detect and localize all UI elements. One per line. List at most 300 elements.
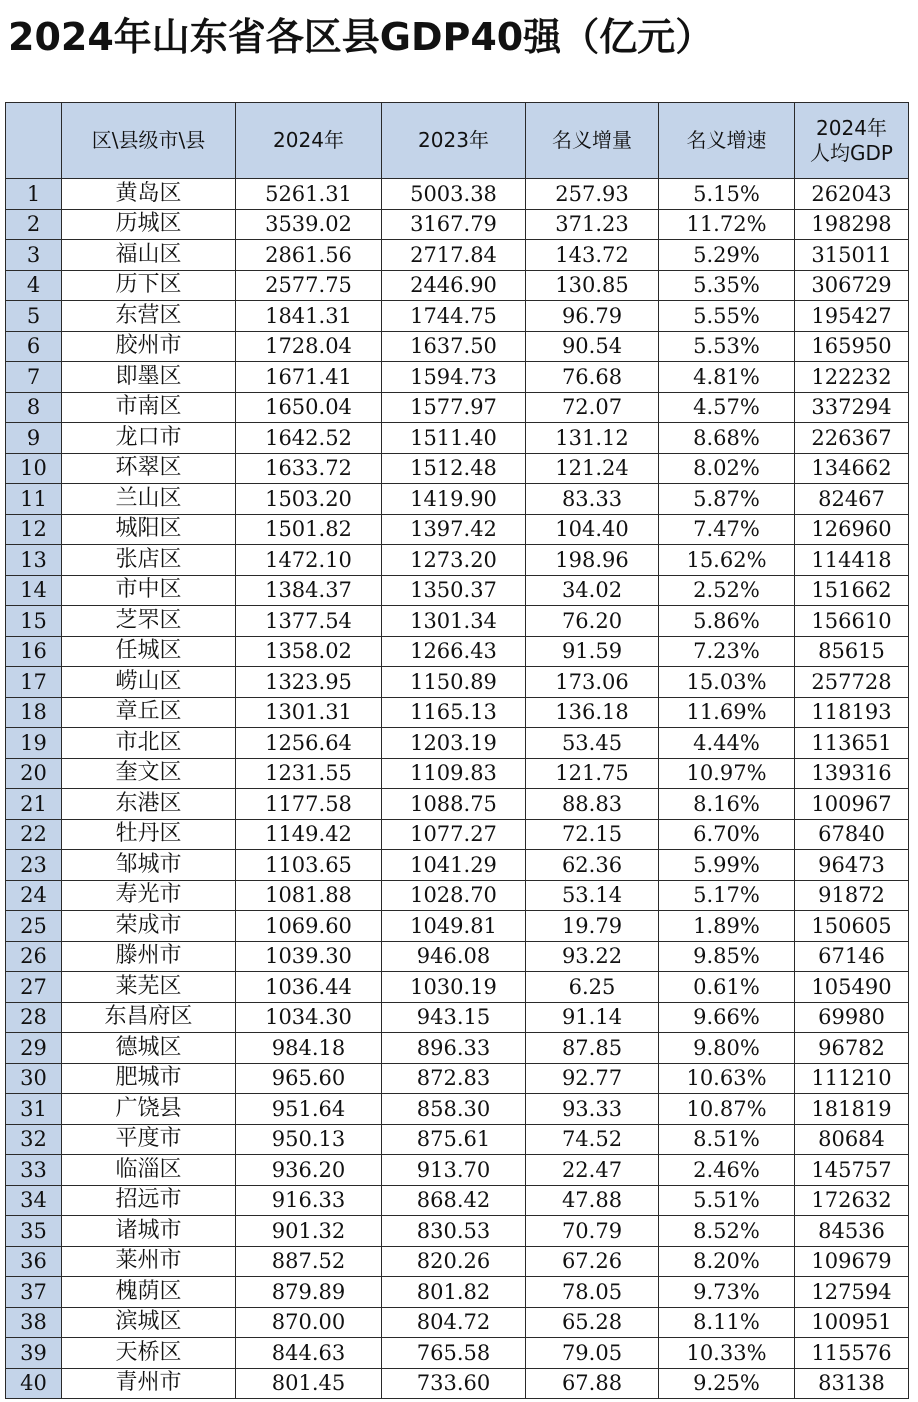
gdp-2024-cell: 1103.65 [236, 850, 382, 881]
table-row [6, 423, 909, 454]
nominal-increase-cell: 72.07 [526, 392, 659, 423]
per-capita-gdp-cell: 306729 [795, 270, 909, 301]
rank-cell: 7 [6, 362, 62, 393]
gdp-2023-cell: 5003.38 [382, 179, 526, 210]
table-row [6, 941, 909, 972]
gdp-2024-cell: 1503.20 [236, 484, 382, 515]
gdp-2024-cell: 1301.31 [236, 697, 382, 728]
table-row [6, 1002, 909, 1033]
per-capita-gdp-cell: 151662 [795, 575, 909, 606]
rank-cell: 1 [6, 179, 62, 210]
district-cell: 胶州市 [62, 331, 236, 362]
district-cell: 黄岛区 [62, 179, 236, 210]
per-capita-gdp-cell: 109679 [795, 1246, 909, 1277]
per-capita-gdp-cell: 262043 [795, 179, 909, 210]
rank-cell: 33 [6, 1155, 62, 1186]
per-capita-gdp-cell: 83138 [795, 1368, 909, 1399]
per-capita-gdp-cell: 96782 [795, 1033, 909, 1064]
table-row [6, 972, 909, 1003]
gdp-2024-cell: 950.13 [236, 1124, 382, 1155]
header-nominal-growth: 名义增速 [659, 103, 795, 179]
rank-cell: 35 [6, 1216, 62, 1247]
table-row [6, 667, 909, 698]
per-capita-gdp-cell: 122232 [795, 362, 909, 393]
rank-cell: 9 [6, 423, 62, 454]
district-cell: 诸城市 [62, 1216, 236, 1247]
nominal-growth-cell: 9.85% [659, 941, 795, 972]
table-row [6, 697, 909, 728]
gdp-2024-cell: 1149.42 [236, 819, 382, 850]
nominal-growth-cell: 5.87% [659, 484, 795, 515]
rank-cell: 8 [6, 392, 62, 423]
district-cell: 东港区 [62, 789, 236, 820]
table-row [6, 1094, 909, 1125]
nominal-growth-cell: 5.99% [659, 850, 795, 881]
header-per-capita-label: 人均GDP [810, 140, 893, 165]
per-capita-gdp-cell: 69980 [795, 1002, 909, 1033]
nominal-growth-cell: 10.97% [659, 758, 795, 789]
rank-cell: 4 [6, 270, 62, 301]
table-row [6, 270, 909, 301]
gdp-2024-cell: 1650.04 [236, 392, 382, 423]
rank-cell: 27 [6, 972, 62, 1003]
table-row [6, 850, 909, 881]
gdp-2024-cell: 5261.31 [236, 179, 382, 210]
nominal-increase-cell: 62.36 [526, 850, 659, 881]
rank-cell: 36 [6, 1246, 62, 1277]
gdp-2024-cell: 1501.82 [236, 514, 382, 545]
nominal-growth-cell: 5.86% [659, 606, 795, 637]
nominal-growth-cell: 6.70% [659, 819, 795, 850]
district-cell: 德城区 [62, 1033, 236, 1064]
gdp-2023-cell: 1203.19 [382, 728, 526, 759]
gdp-2023-cell: 1041.29 [382, 850, 526, 881]
district-cell: 莱芜区 [62, 972, 236, 1003]
gdp-2023-cell: 1049.81 [382, 911, 526, 942]
rank-cell: 25 [6, 911, 62, 942]
per-capita-gdp-cell: 114418 [795, 545, 909, 576]
gdp-2023-cell: 943.15 [382, 1002, 526, 1033]
header-district: 区\县级市\县 [62, 103, 236, 179]
district-cell: 即墨区 [62, 362, 236, 393]
gdp-2023-cell: 875.61 [382, 1124, 526, 1155]
rank-cell: 16 [6, 636, 62, 667]
gdp-2024-cell: 936.20 [236, 1155, 382, 1186]
nominal-growth-cell: 15.03% [659, 667, 795, 698]
per-capita-gdp-cell: 82467 [795, 484, 909, 515]
gdp-2024-cell: 801.45 [236, 1368, 382, 1399]
rank-cell: 24 [6, 880, 62, 911]
nominal-increase-cell: 79.05 [526, 1338, 659, 1369]
nominal-growth-cell: 1.89% [659, 911, 795, 942]
rank-cell: 26 [6, 941, 62, 972]
gdp-2024-cell: 1323.95 [236, 667, 382, 698]
nominal-growth-cell: 8.68% [659, 423, 795, 454]
gdp-2023-cell: 868.42 [382, 1185, 526, 1216]
gdp-2023-cell: 946.08 [382, 941, 526, 972]
nominal-increase-cell: 257.93 [526, 179, 659, 210]
table-row [6, 1338, 909, 1369]
nominal-increase-cell: 371.23 [526, 209, 659, 240]
district-cell: 广饶县 [62, 1094, 236, 1125]
district-cell: 牡丹区 [62, 819, 236, 850]
gdp-2024-cell: 1034.30 [236, 1002, 382, 1033]
nominal-increase-cell: 67.26 [526, 1246, 659, 1277]
rank-cell: 11 [6, 484, 62, 515]
nominal-increase-cell: 78.05 [526, 1277, 659, 1308]
gdp-2024-cell: 1177.58 [236, 789, 382, 820]
district-cell: 历城区 [62, 209, 236, 240]
rank-cell: 37 [6, 1277, 62, 1308]
table-row [6, 1155, 909, 1186]
per-capita-gdp-cell: 195427 [795, 301, 909, 332]
gdp-2024-cell: 1671.41 [236, 362, 382, 393]
table-row [6, 1124, 909, 1155]
gdp-2024-cell: 1358.02 [236, 636, 382, 667]
header-rank [6, 103, 62, 179]
rank-cell: 3 [6, 240, 62, 271]
table-row [6, 1368, 909, 1399]
per-capita-gdp-cell: 198298 [795, 209, 909, 240]
gdp-2023-cell: 733.60 [382, 1368, 526, 1399]
nominal-growth-cell: 7.23% [659, 636, 795, 667]
per-capita-gdp-cell: 118193 [795, 697, 909, 728]
nominal-increase-cell: 19.79 [526, 911, 659, 942]
nominal-increase-cell: 67.88 [526, 1368, 659, 1399]
nominal-increase-cell: 88.83 [526, 789, 659, 820]
per-capita-gdp-cell: 111210 [795, 1063, 909, 1094]
gdp-2023-cell: 1109.83 [382, 758, 526, 789]
per-capita-gdp-cell: 85615 [795, 636, 909, 667]
gdp-2023-cell: 2717.84 [382, 240, 526, 271]
nominal-increase-cell: 93.33 [526, 1094, 659, 1125]
gdp-2023-cell: 1165.13 [382, 697, 526, 728]
nominal-growth-cell: 4.81% [659, 362, 795, 393]
district-cell: 崂山区 [62, 667, 236, 698]
gdp-2023-cell: 913.70 [382, 1155, 526, 1186]
gdp-2024-cell: 887.52 [236, 1246, 382, 1277]
table-row [6, 392, 909, 423]
table-row [6, 1277, 909, 1308]
per-capita-gdp-cell: 67146 [795, 941, 909, 972]
gdp-2023-cell: 1594.73 [382, 362, 526, 393]
rank-cell: 20 [6, 758, 62, 789]
per-capita-gdp-cell: 257728 [795, 667, 909, 698]
nominal-increase-cell: 143.72 [526, 240, 659, 271]
rank-cell: 6 [6, 331, 62, 362]
nominal-increase-cell: 6.25 [526, 972, 659, 1003]
gdp-2023-cell: 896.33 [382, 1033, 526, 1064]
page-title: 2024年山东省各区县GDP40强（亿元） [8, 15, 714, 59]
nominal-increase-cell: 22.47 [526, 1155, 659, 1186]
nominal-increase-cell: 34.02 [526, 575, 659, 606]
table-row [6, 1185, 909, 1216]
per-capita-gdp-cell: 105490 [795, 972, 909, 1003]
gdp-ranking-table [5, 102, 909, 1399]
gdp-2023-cell: 1419.90 [382, 484, 526, 515]
table-row [6, 1033, 909, 1064]
table-row [6, 789, 909, 820]
gdp-2024-cell: 984.18 [236, 1033, 382, 1064]
gdp-2023-cell: 1077.27 [382, 819, 526, 850]
gdp-2023-cell: 1301.34 [382, 606, 526, 637]
gdp-2024-cell: 1039.30 [236, 941, 382, 972]
gdp-2024-cell: 1036.44 [236, 972, 382, 1003]
table-row [6, 1246, 909, 1277]
nominal-growth-cell: 11.72% [659, 209, 795, 240]
district-cell: 滕州市 [62, 941, 236, 972]
nominal-growth-cell: 9.66% [659, 1002, 795, 1033]
gdp-2023-cell: 1577.97 [382, 392, 526, 423]
per-capita-gdp-cell: 126960 [795, 514, 909, 545]
table-body [6, 179, 909, 1399]
nominal-growth-cell: 7.47% [659, 514, 795, 545]
district-cell: 滨城区 [62, 1307, 236, 1338]
nominal-increase-cell: 76.20 [526, 606, 659, 637]
header-gdp-2024: 2024年 [236, 103, 382, 179]
nominal-increase-cell: 104.40 [526, 514, 659, 545]
header-per-capita-year: 2024年 [816, 115, 887, 140]
gdp-2023-cell: 1028.70 [382, 880, 526, 911]
nominal-increase-cell: 92.77 [526, 1063, 659, 1094]
gdp-2023-cell: 1030.19 [382, 972, 526, 1003]
district-cell: 东昌府区 [62, 1002, 236, 1033]
nominal-growth-cell: 2.52% [659, 575, 795, 606]
rank-cell: 13 [6, 545, 62, 576]
per-capita-gdp-cell: 139316 [795, 758, 909, 789]
rank-cell: 17 [6, 667, 62, 698]
gdp-2024-cell: 1081.88 [236, 880, 382, 911]
nominal-growth-cell: 9.73% [659, 1277, 795, 1308]
gdp-2023-cell: 830.53 [382, 1216, 526, 1247]
nominal-increase-cell: 65.28 [526, 1307, 659, 1338]
district-cell: 青州市 [62, 1368, 236, 1399]
table-row [6, 636, 909, 667]
per-capita-gdp-cell: 315011 [795, 240, 909, 271]
district-cell: 莱州市 [62, 1246, 236, 1277]
nominal-increase-cell: 91.14 [526, 1002, 659, 1033]
gdp-2023-cell: 820.26 [382, 1246, 526, 1277]
table-row [6, 1307, 909, 1338]
nominal-growth-cell: 8.11% [659, 1307, 795, 1338]
nominal-growth-cell: 9.25% [659, 1368, 795, 1399]
nominal-increase-cell: 173.06 [526, 667, 659, 698]
district-cell: 东营区 [62, 301, 236, 332]
gdp-2023-cell: 1266.43 [382, 636, 526, 667]
nominal-increase-cell: 83.33 [526, 484, 659, 515]
nominal-growth-cell: 11.69% [659, 697, 795, 728]
nominal-growth-cell: 8.51% [659, 1124, 795, 1155]
gdp-2024-cell: 1256.64 [236, 728, 382, 759]
nominal-increase-cell: 131.12 [526, 423, 659, 454]
per-capita-gdp-cell: 337294 [795, 392, 909, 423]
nominal-increase-cell: 74.52 [526, 1124, 659, 1155]
district-cell: 兰山区 [62, 484, 236, 515]
gdp-2024-cell: 870.00 [236, 1307, 382, 1338]
nominal-growth-cell: 2.46% [659, 1155, 795, 1186]
rank-cell: 31 [6, 1094, 62, 1125]
gdp-2024-cell: 1841.31 [236, 301, 382, 332]
gdp-2024-cell: 3539.02 [236, 209, 382, 240]
table-header-row [6, 103, 909, 179]
per-capita-gdp-cell: 150605 [795, 911, 909, 942]
nominal-growth-cell: 0.61% [659, 972, 795, 1003]
per-capita-gdp-cell: 100967 [795, 789, 909, 820]
nominal-growth-cell: 8.52% [659, 1216, 795, 1247]
rank-cell: 22 [6, 819, 62, 850]
nominal-growth-cell: 5.55% [659, 301, 795, 332]
nominal-increase-cell: 198.96 [526, 545, 659, 576]
gdp-2024-cell: 901.32 [236, 1216, 382, 1247]
gdp-2023-cell: 1744.75 [382, 301, 526, 332]
nominal-increase-cell: 47.88 [526, 1185, 659, 1216]
gdp-2023-cell: 858.30 [382, 1094, 526, 1125]
district-cell: 福山区 [62, 240, 236, 271]
table-row [6, 1216, 909, 1247]
gdp-2024-cell: 965.60 [236, 1063, 382, 1094]
nominal-growth-cell: 5.15% [659, 179, 795, 210]
rank-cell: 38 [6, 1307, 62, 1338]
district-cell: 历下区 [62, 270, 236, 301]
table-row [6, 301, 909, 332]
district-cell: 章丘区 [62, 697, 236, 728]
per-capita-gdp-cell: 91872 [795, 880, 909, 911]
nominal-increase-cell: 70.79 [526, 1216, 659, 1247]
nominal-increase-cell: 53.45 [526, 728, 659, 759]
district-cell: 肥城市 [62, 1063, 236, 1094]
gdp-2023-cell: 1637.50 [382, 331, 526, 362]
per-capita-gdp-cell: 115576 [795, 1338, 909, 1369]
district-cell: 荣成市 [62, 911, 236, 942]
district-cell: 临淄区 [62, 1155, 236, 1186]
table-row [6, 758, 909, 789]
district-cell: 槐荫区 [62, 1277, 236, 1308]
rank-cell: 19 [6, 728, 62, 759]
rank-cell: 28 [6, 1002, 62, 1033]
per-capita-gdp-cell: 100951 [795, 1307, 909, 1338]
nominal-increase-cell: 53.14 [526, 880, 659, 911]
per-capita-gdp-cell: 113651 [795, 728, 909, 759]
header-nominal-increase: 名义增量 [526, 103, 659, 179]
rank-cell: 12 [6, 514, 62, 545]
gdp-2024-cell: 1231.55 [236, 758, 382, 789]
nominal-increase-cell: 90.54 [526, 331, 659, 362]
gdp-2023-cell: 804.72 [382, 1307, 526, 1338]
gdp-2023-cell: 2446.90 [382, 270, 526, 301]
per-capita-gdp-cell: 127594 [795, 1277, 909, 1308]
table-row [6, 1063, 909, 1094]
nominal-growth-cell: 5.17% [659, 880, 795, 911]
gdp-2024-cell: 916.33 [236, 1185, 382, 1216]
per-capita-gdp-cell: 80684 [795, 1124, 909, 1155]
rank-cell: 30 [6, 1063, 62, 1094]
district-cell: 市北区 [62, 728, 236, 759]
nominal-growth-cell: 5.53% [659, 331, 795, 362]
rank-cell: 29 [6, 1033, 62, 1064]
gdp-2024-cell: 2861.56 [236, 240, 382, 271]
gdp-2024-cell: 1069.60 [236, 911, 382, 942]
district-cell: 市中区 [62, 575, 236, 606]
table-row [6, 484, 909, 515]
per-capita-gdp-cell: 134662 [795, 453, 909, 484]
table-row [6, 819, 909, 850]
gdp-2023-cell: 1511.40 [382, 423, 526, 454]
gdp-2024-cell: 879.89 [236, 1277, 382, 1308]
district-cell: 市南区 [62, 392, 236, 423]
nominal-growth-cell: 8.20% [659, 1246, 795, 1277]
nominal-increase-cell: 121.75 [526, 758, 659, 789]
district-cell: 环翠区 [62, 453, 236, 484]
nominal-growth-cell: 5.35% [659, 270, 795, 301]
nominal-increase-cell: 136.18 [526, 697, 659, 728]
district-cell: 张店区 [62, 545, 236, 576]
gdp-2024-cell: 1377.54 [236, 606, 382, 637]
district-cell: 城阳区 [62, 514, 236, 545]
nominal-increase-cell: 130.85 [526, 270, 659, 301]
rank-cell: 14 [6, 575, 62, 606]
per-capita-gdp-cell: 181819 [795, 1094, 909, 1125]
nominal-growth-cell: 8.02% [659, 453, 795, 484]
rank-cell: 40 [6, 1368, 62, 1399]
nominal-growth-cell: 10.87% [659, 1094, 795, 1125]
rank-cell: 32 [6, 1124, 62, 1155]
rank-cell: 10 [6, 453, 62, 484]
nominal-growth-cell: 10.63% [659, 1063, 795, 1094]
nominal-growth-cell: 8.16% [659, 789, 795, 820]
gdp-2024-cell: 1384.37 [236, 575, 382, 606]
district-cell: 平度市 [62, 1124, 236, 1155]
district-cell: 龙口市 [62, 423, 236, 454]
table-row [6, 545, 909, 576]
table-row [6, 331, 909, 362]
rank-cell: 15 [6, 606, 62, 637]
gdp-2023-cell: 1273.20 [382, 545, 526, 576]
district-cell: 招远市 [62, 1185, 236, 1216]
gdp-2023-cell: 3167.79 [382, 209, 526, 240]
rank-cell: 23 [6, 850, 62, 881]
nominal-increase-cell: 87.85 [526, 1033, 659, 1064]
table-row [6, 179, 909, 210]
gdp-2023-cell: 872.83 [382, 1063, 526, 1094]
per-capita-gdp-cell: 84536 [795, 1216, 909, 1247]
district-cell: 任城区 [62, 636, 236, 667]
nominal-increase-cell: 121.24 [526, 453, 659, 484]
table-row [6, 240, 909, 271]
gdp-2024-cell: 1642.52 [236, 423, 382, 454]
gdp-2024-cell: 2577.75 [236, 270, 382, 301]
rank-cell: 39 [6, 1338, 62, 1369]
nominal-growth-cell: 5.29% [659, 240, 795, 271]
nominal-increase-cell: 96.79 [526, 301, 659, 332]
header-gdp-2023: 2023年 [382, 103, 526, 179]
rank-cell: 2 [6, 209, 62, 240]
district-cell: 奎文区 [62, 758, 236, 789]
gdp-2024-cell: 951.64 [236, 1094, 382, 1125]
district-cell: 邹城市 [62, 850, 236, 881]
per-capita-gdp-cell: 172632 [795, 1185, 909, 1216]
nominal-growth-cell: 4.44% [659, 728, 795, 759]
table-row [6, 728, 909, 759]
nominal-growth-cell: 5.51% [659, 1185, 795, 1216]
gdp-2023-cell: 1512.48 [382, 453, 526, 484]
nominal-increase-cell: 93.22 [526, 941, 659, 972]
table-row [6, 209, 909, 240]
gdp-2024-cell: 1472.10 [236, 545, 382, 576]
header-per-capita-gdp [795, 103, 909, 179]
gdp-2023-cell: 765.58 [382, 1338, 526, 1369]
per-capita-gdp-cell: 226367 [795, 423, 909, 454]
district-cell: 天桥区 [62, 1338, 236, 1369]
